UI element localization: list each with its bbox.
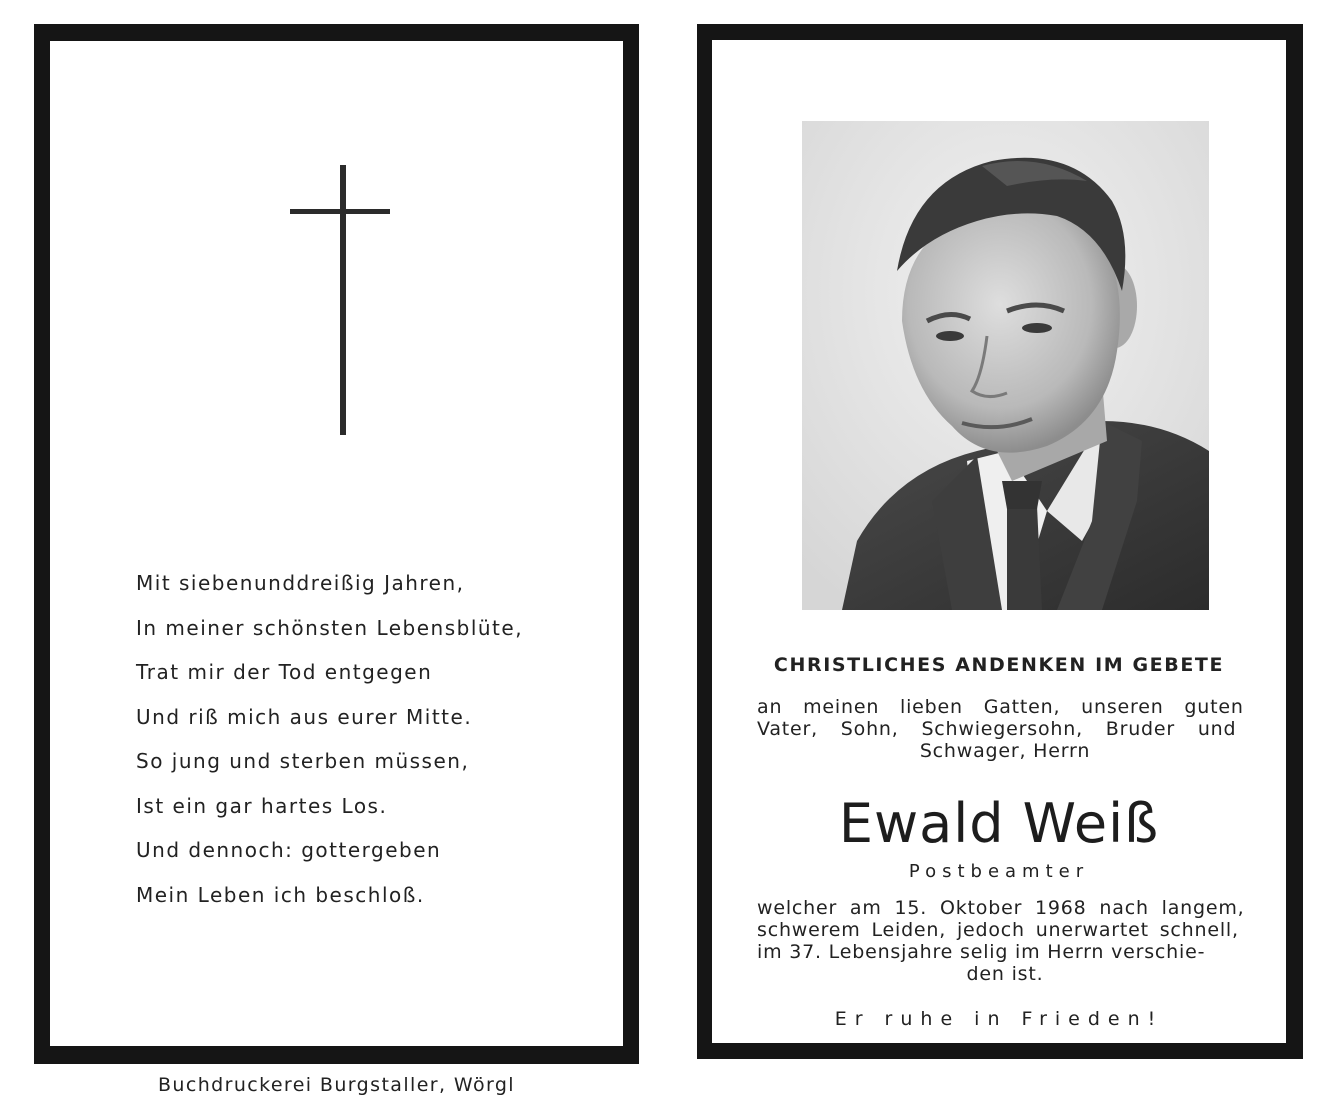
poem-line: Und riß mich aus eurer Mitte.	[136, 704, 473, 729]
death-details	[757, 897, 1253, 985]
poem	[136, 561, 576, 917]
dedication-line-1	[757, 696, 1253, 718]
cross-horizontal-beam	[290, 209, 390, 214]
poem-line: So jung und sterben müssen,	[136, 749, 470, 773]
memorial-heading: CHRISTLICHES ANDENKEN IM GEBETE	[773, 654, 1225, 676]
deceased-name: Ewald Weiß	[838, 792, 1160, 855]
dedication-line-2	[757, 718, 1253, 740]
cross-icon	[290, 165, 394, 437]
poem-line: Ist ein gar hartes Los.	[136, 793, 388, 818]
dedication-text	[757, 696, 1253, 762]
poem-line: Trat mir der Tod entgegen	[136, 660, 433, 684]
details-line-1	[757, 897, 1253, 919]
poem-line: Mit siebenunddreißig Jahren,	[136, 571, 465, 595]
details-line-3	[757, 941, 1253, 963]
dedication-line-3	[757, 740, 1253, 762]
left-card	[34, 24, 639, 1064]
dedication-line: Vater, Sohn, Schwiegersohn, Bruder und	[757, 718, 1237, 740]
details-line: im 37. Lebensjahre selig im Herrn verschie-	[757, 941, 1206, 963]
details-line-2	[757, 919, 1253, 941]
dedication-line: Schwager, Herrn	[919, 740, 1091, 762]
poem-line: Mein Leben ich beschloß.	[136, 882, 425, 907]
details-line: schwerem Leiden, jedoch unerwartet schnell,	[757, 919, 1239, 941]
closing-blessing: Er ruhe in Frieden!	[834, 1008, 1164, 1030]
details-line-4	[757, 963, 1253, 985]
poem-line: In meiner schönsten Lebensblüte,	[136, 615, 524, 640]
details-line: welcher am 15. Oktober 1968 nach langem,	[757, 897, 1245, 919]
cross-vertical-beam	[340, 165, 346, 435]
details-line: den ist.	[966, 963, 1044, 985]
portrait-illustration	[802, 121, 1209, 610]
right-card	[697, 24, 1303, 1059]
portrait-photo	[802, 121, 1209, 610]
dedication-line: an meinen lieben Gatten, unseren guten	[757, 696, 1244, 718]
printer-imprint: Buchdruckerei Burgstaller, Wörgl	[157, 1074, 515, 1096]
poem-line: Und dennoch: gottergeben	[136, 838, 442, 862]
occupation: Postbeamter	[908, 861, 1090, 882]
